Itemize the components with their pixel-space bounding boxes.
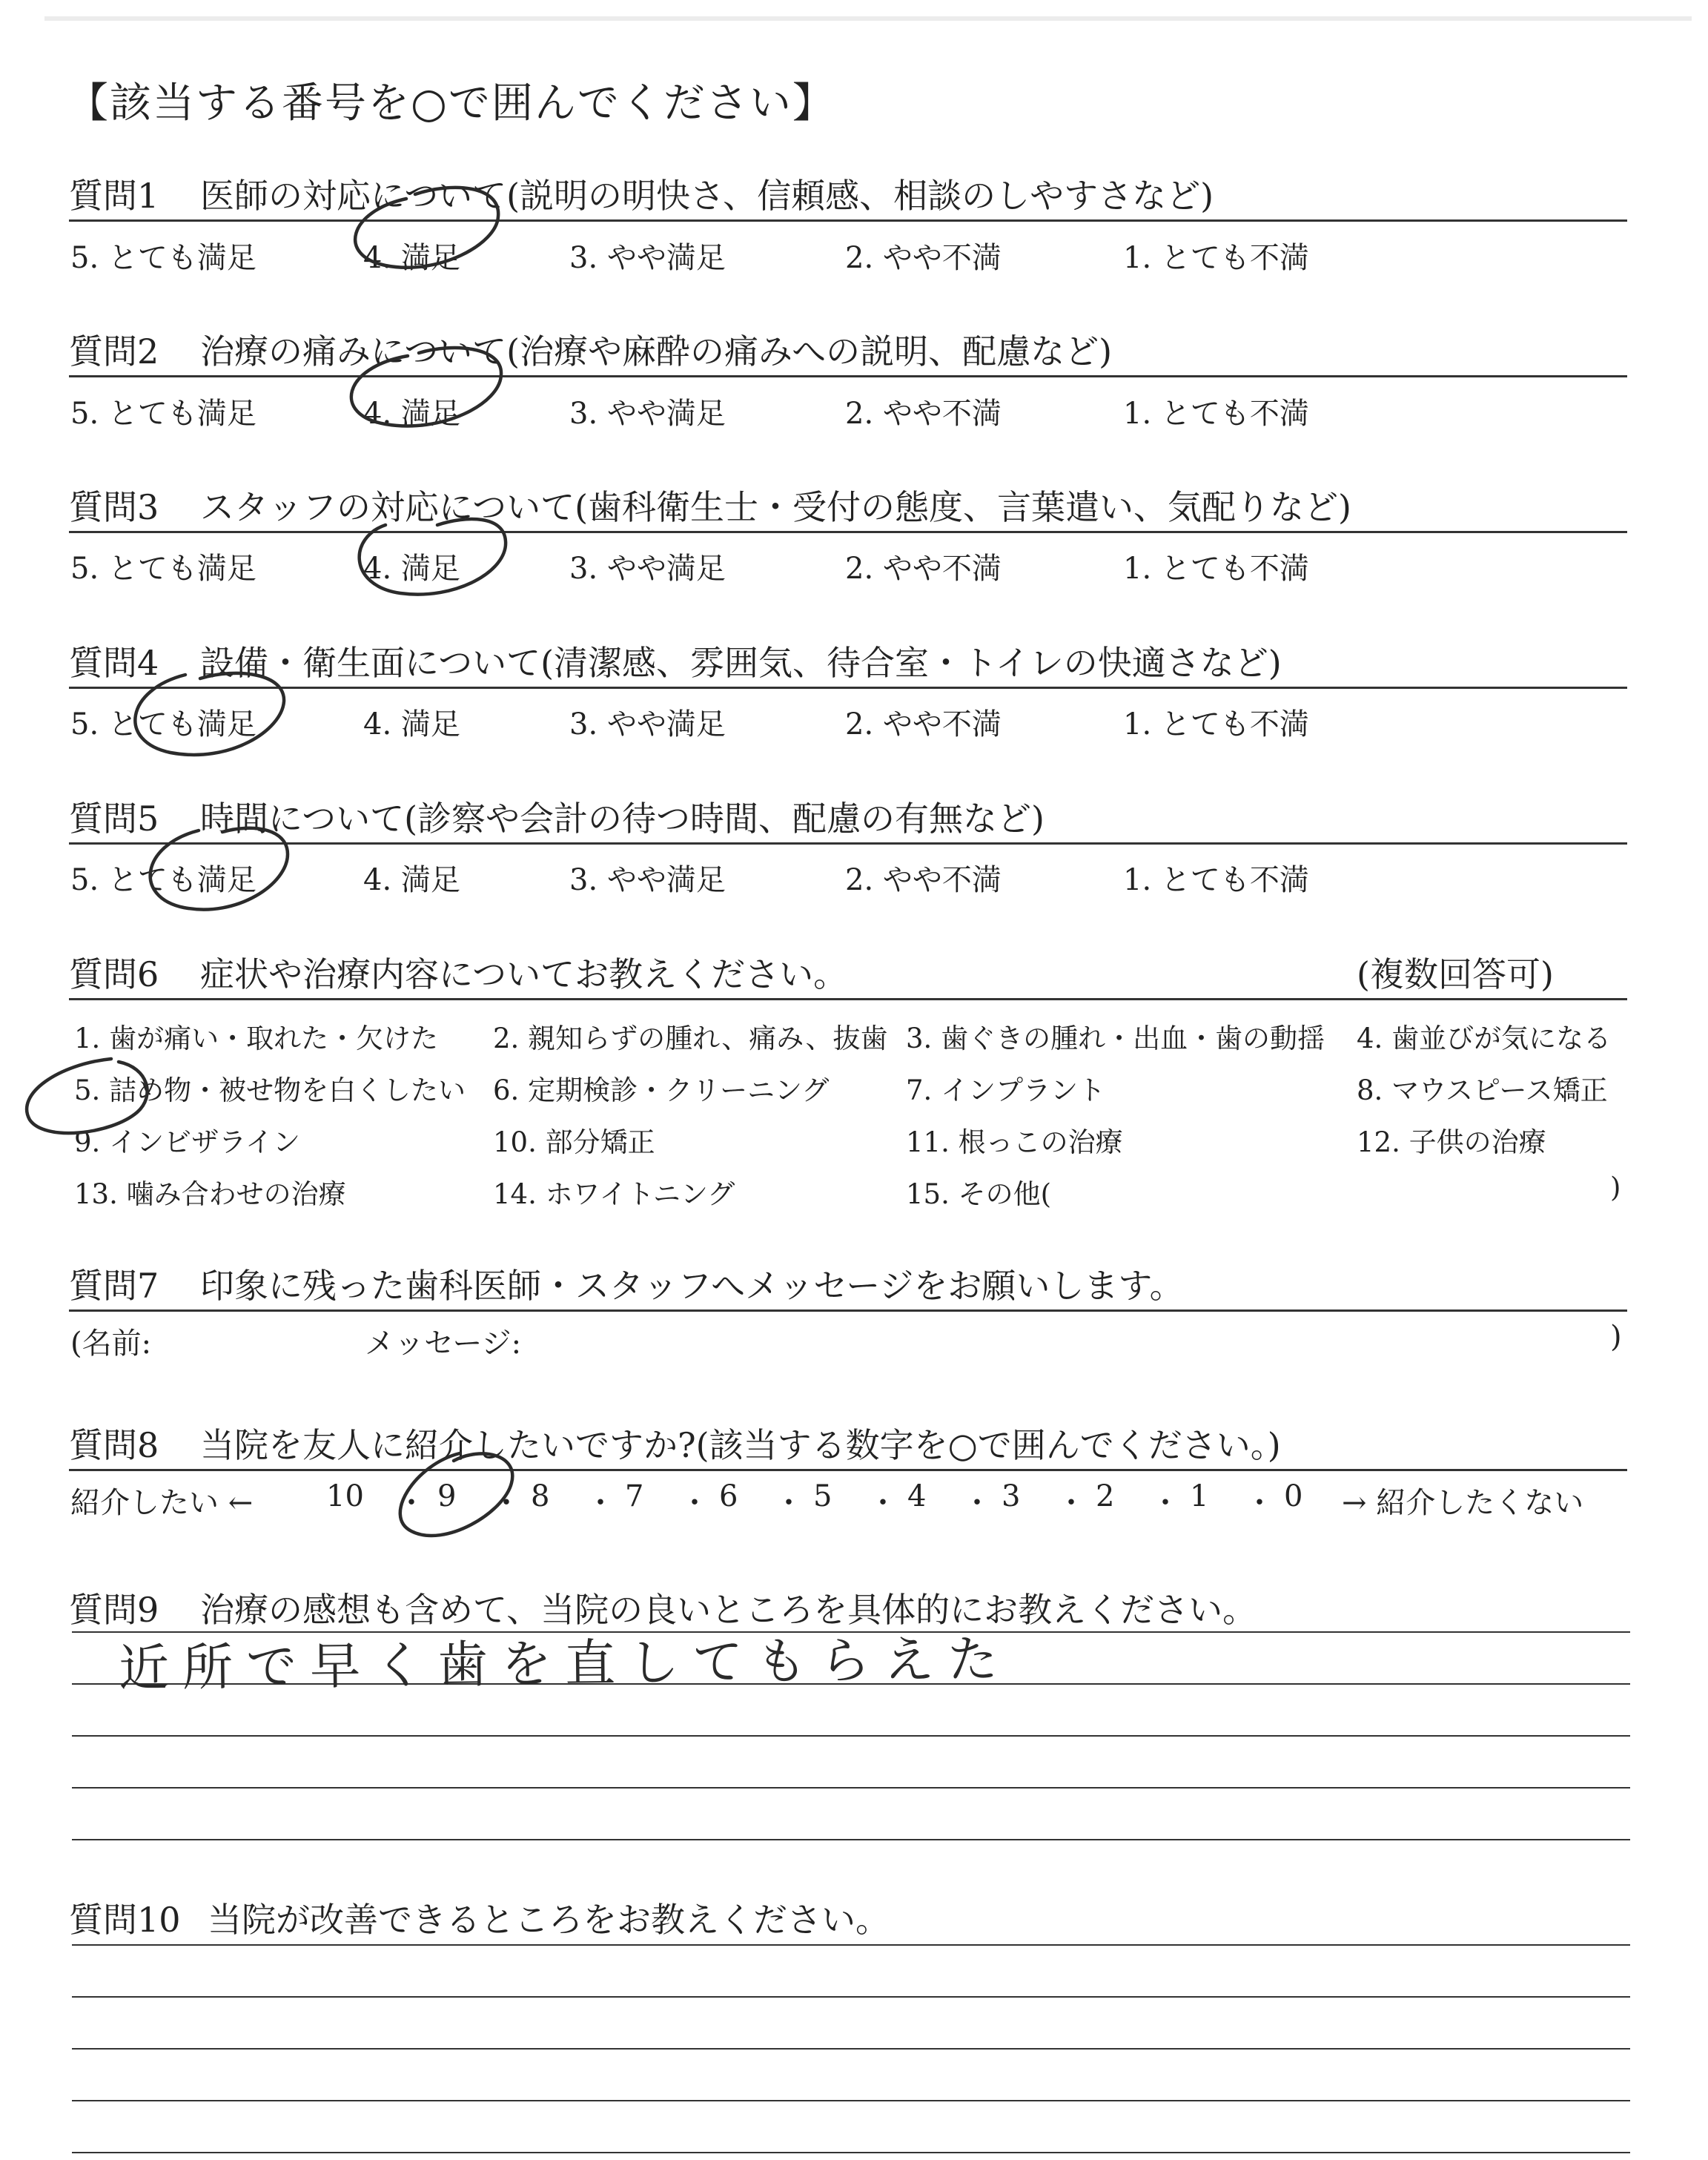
q8-score-7[interactable]: 7 <box>625 1479 644 1513</box>
q2-selection-circle <box>351 348 501 426</box>
q4-text: 設備・衛生面について(清潔感、雰囲気、待合室・トイレの快適さなど) <box>200 643 1282 683</box>
q1-option-3[interactable]: 3. やや満足 <box>569 241 726 275</box>
q4-option-5[interactable]: 5. とても満足 <box>70 707 256 742</box>
q8-label: 質問8 <box>69 1425 159 1465</box>
q4-option-3[interactable]: 3. やや満足 <box>569 707 726 742</box>
q7-name-label: (名前: <box>70 1327 152 1361</box>
q3-selection-circle <box>360 519 506 595</box>
q6-option-4[interactable]: 4. 歯並びが気になる <box>1357 1023 1612 1054</box>
q5-label: 質問5 <box>69 799 159 839</box>
q8-selection-circle <box>400 1453 512 1536</box>
q1-option-5[interactable]: 5. とても満足 <box>70 241 256 275</box>
q9-text: 治療の感想も含めて、当院の良いところを具体的にお教えください。 <box>200 1590 1257 1630</box>
q8-score-3[interactable]: 3 <box>1002 1479 1021 1513</box>
q7-message-label: メッセージ: <box>365 1327 522 1361</box>
q6-option-10[interactable]: 10. 部分矯正 <box>493 1126 655 1158</box>
q5-option-1[interactable]: 1. とても不満 <box>1123 863 1309 897</box>
q1-selection-circle <box>355 188 498 268</box>
q5-option-5[interactable]: 5. とても満足 <box>70 863 256 897</box>
q6-option-2[interactable]: 2. 親知らずの腫れ、痛み、抜歯 <box>493 1023 888 1054</box>
q5-text: 時間について(診察や会計の待つ時間、配慮の有無など) <box>200 799 1045 839</box>
q7-label: 質問7 <box>69 1266 159 1306</box>
q6-option-3[interactable]: 3. 歯ぐきの腫れ・出血・歯の動揺 <box>906 1023 1325 1054</box>
q8-score-4[interactable]: 4 <box>907 1479 927 1513</box>
q6-option-14[interactable]: 14. ホワイトニング <box>493 1178 735 1210</box>
q8-score-6[interactable]: 6 <box>719 1479 738 1513</box>
q4-label: 質問4 <box>69 643 159 683</box>
q6-option-13[interactable]: 13. 噛み合わせの治療 <box>74 1178 346 1210</box>
q8-dot: ・ <box>868 1486 898 1520</box>
q5-selection-circle <box>150 828 288 910</box>
q2-option-3[interactable]: 3. やや満足 <box>569 397 726 431</box>
q8-dot: ・ <box>774 1486 804 1520</box>
q6-option-6[interactable]: 6. 定期検診・クリーニング <box>493 1074 830 1106</box>
q8-score-10[interactable]: 10 <box>326 1479 364 1513</box>
q4-option-4[interactable]: 4. 満足 <box>363 707 460 742</box>
q4-option-1[interactable]: 1. とても不満 <box>1123 707 1309 742</box>
q6-selection-circle <box>27 1059 148 1133</box>
q6-option-8[interactable]: 8. マウスピース矯正 <box>1357 1074 1608 1106</box>
q6-option-5[interactable]: 5. 詰め物・被せ物を白くしたい <box>74 1074 466 1106</box>
q6-text: 症状や治療内容についてお教えください。 <box>200 954 848 994</box>
q1-text: 医師の対応について(説明の明快さ、信頼感、相談のしやすさなど) <box>200 176 1214 216</box>
q8-score-5[interactable]: 5 <box>813 1479 833 1513</box>
q8-dot: ・ <box>397 1486 426 1520</box>
q3-option-3[interactable]: 3. やや満足 <box>569 552 726 586</box>
q3-option-5[interactable]: 5. とても満足 <box>70 552 256 586</box>
q6-multiple-note: (複数回答可) <box>1357 954 1554 994</box>
q6-label: 質問6 <box>69 954 159 994</box>
q3-option-2[interactable]: 2. やや不満 <box>845 552 1002 586</box>
q8-text: 当院を友人に紹介したいですか?(該当する数字を○で囲んでください。) <box>200 1425 1281 1465</box>
q8-left-label: 紹介したい ← <box>70 1486 254 1520</box>
q2-option-4[interactable]: 4. 満足 <box>363 397 460 431</box>
q2-option-2[interactable]: 2. やや不満 <box>845 397 1002 431</box>
page-title: 【該当する番号を○で囲んでください】 <box>67 79 835 128</box>
q9-handwritten-answer[interactable]: 近所で早く歯を直してもらえた <box>118 1630 1012 1699</box>
q4-option-2[interactable]: 2. やや不満 <box>845 707 1002 742</box>
q9-label: 質問9 <box>69 1590 159 1630</box>
q3-option-4[interactable]: 4. 満足 <box>363 552 460 586</box>
q6-option-1[interactable]: 1. 歯が痛い・取れた・欠けた <box>74 1023 439 1054</box>
q8-dot: ・ <box>1056 1486 1086 1520</box>
q8-score-0[interactable]: 0 <box>1284 1479 1303 1513</box>
q10-label: 質問10 <box>69 1900 181 1940</box>
q8-score-9[interactable]: 9 <box>437 1479 457 1513</box>
q7-text: 印象に残った歯科医師・スタッフへメッセージをお願いします。 <box>200 1266 1184 1306</box>
q3-label: 質問3 <box>69 487 159 527</box>
q2-option-1[interactable]: 1. とても不満 <box>1123 397 1309 431</box>
q1-option-4[interactable]: 4. 満足 <box>363 241 460 275</box>
q2-option-5[interactable]: 5. とても満足 <box>70 397 256 431</box>
q5-option-4[interactable]: 4. 満足 <box>363 863 460 897</box>
q3-option-1[interactable]: 1. とても不満 <box>1123 552 1309 586</box>
q5-option-3[interactable]: 3. やや満足 <box>569 863 726 897</box>
q8-dot: ・ <box>491 1486 521 1520</box>
q8-dot: ・ <box>680 1486 709 1520</box>
q2-label: 質問2 <box>69 331 159 371</box>
q6-option-9[interactable]: 9. インビザライン <box>74 1126 300 1158</box>
q8-dot: ・ <box>586 1486 615 1520</box>
q6-other-close-paren: ) <box>1610 1172 1621 1203</box>
q6-option-15[interactable]: 15. その他( <box>906 1178 1052 1210</box>
q8-dot: ・ <box>962 1486 992 1520</box>
q5-option-2[interactable]: 2. やや不満 <box>845 863 1002 897</box>
q8-dot: ・ <box>1245 1486 1274 1520</box>
q4-selection-circle <box>135 673 284 755</box>
q7-close-paren: ) <box>1610 1320 1622 1354</box>
q6-option-11[interactable]: 11. 根っこの治療 <box>906 1126 1123 1158</box>
q10-text: 当院が改善できるところをお教えください。 <box>208 1900 890 1940</box>
q6-option-12[interactable]: 12. 子供の治療 <box>1357 1126 1546 1158</box>
q1-option-1[interactable]: 1. とても不満 <box>1123 241 1309 275</box>
q2-text: 治療の痛みについて(治療や麻酔の痛みへの説明、配慮など) <box>200 331 1113 371</box>
q8-score-2[interactable]: 2 <box>1096 1479 1115 1513</box>
q3-text: スタッフの対応について(歯科衛生士・受付の態度、言葉遣い、気配りなど) <box>200 487 1351 527</box>
q8-score-1[interactable]: 1 <box>1190 1479 1209 1513</box>
q1-label: 質問1 <box>69 176 159 216</box>
q8-dot: ・ <box>1151 1486 1180 1520</box>
q8-score-8[interactable]: 8 <box>531 1479 550 1513</box>
q6-option-7[interactable]: 7. インプラント <box>906 1074 1106 1106</box>
q1-option-2[interactable]: 2. やや不満 <box>845 241 1002 275</box>
q8-right-label: → 紹介したくない <box>1342 1486 1584 1520</box>
